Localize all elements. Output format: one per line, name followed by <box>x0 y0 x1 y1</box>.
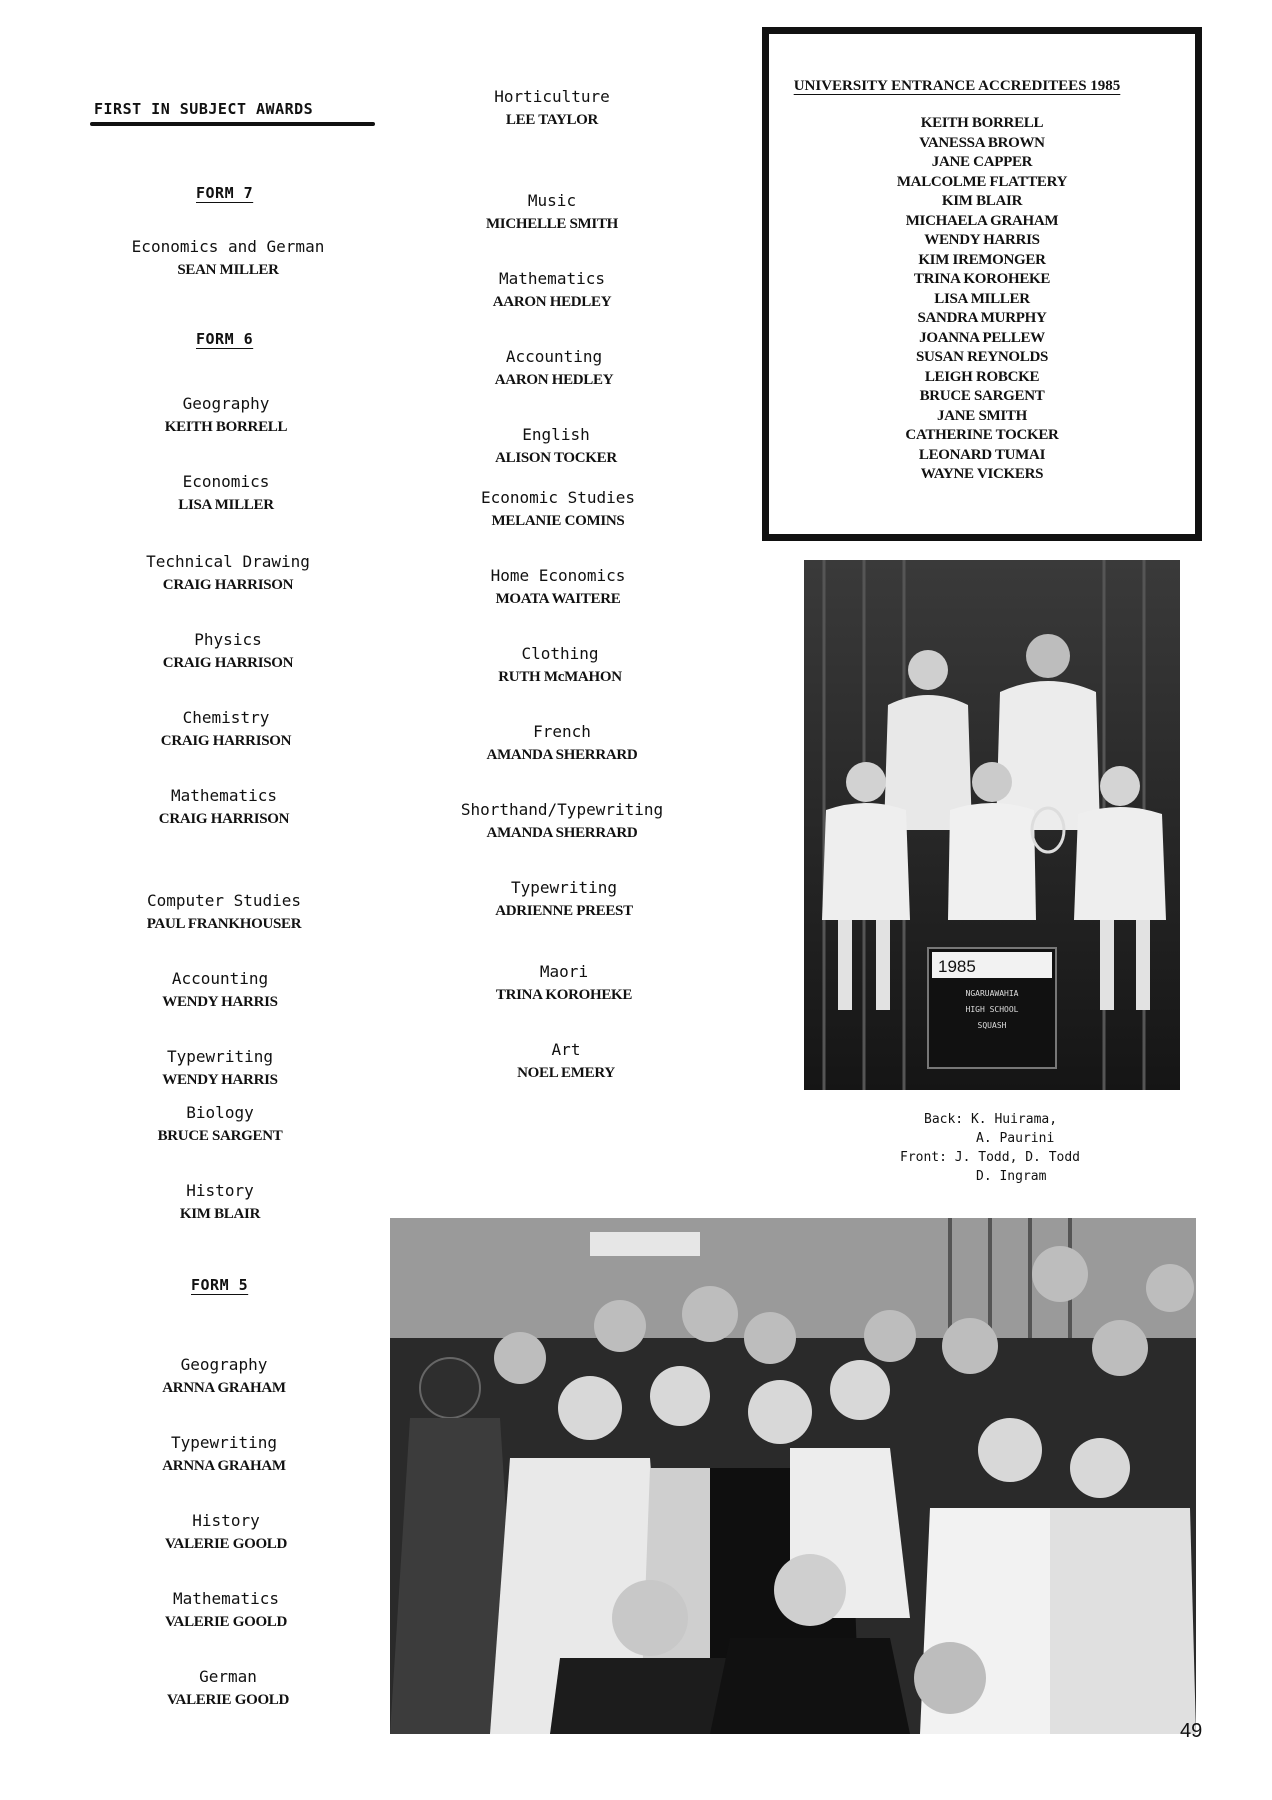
ue-name: MALCOLME FLATTERY <box>896 173 1068 190</box>
award-entry <box>408 487 708 533</box>
ue-title: UNIVERSITY ENTRANCE ACCREDITEES 1985 <box>793 78 1121 94</box>
ue-name: SUSAN REYNOLDS <box>915 349 1049 365</box>
award-name: CRAIG HARRISON <box>160 733 292 749</box>
award-entry <box>74 890 374 936</box>
award-entry <box>76 393 376 439</box>
ue-name: BRUCE SARGENT <box>919 388 1045 404</box>
award-subject: Economics and German <box>131 237 325 256</box>
ue-name: LEONARD TUMAI <box>918 446 1046 463</box>
award-name: AARON HEDLEY <box>494 372 614 388</box>
award-subject: German <box>199 1667 257 1686</box>
award-name: ALISON TOCKER <box>495 450 617 466</box>
award-entry <box>402 268 702 314</box>
award-name: PAUL FRANKHOUSER <box>146 916 302 932</box>
ue-name-list <box>769 114 1195 485</box>
award-subject: Physics <box>194 630 262 649</box>
ue-name: WAYNE VICKERS <box>920 466 1044 482</box>
award-subject: Typewriting <box>511 878 617 897</box>
sign-year: 1985 <box>938 957 976 976</box>
ue-name: VANESSA BROWN <box>919 134 1045 151</box>
award-subject: English <box>522 425 590 444</box>
award-name: CRAIG HARRISON <box>162 577 294 593</box>
award-name: ARNNA GRAHAM <box>162 1380 286 1396</box>
award-subject: Accounting <box>505 347 603 366</box>
caption-line: A. Paurini <box>976 1131 1055 1146</box>
ue-name: LEIGH ROBCKE <box>924 368 1040 385</box>
squash-photo-caption <box>880 1110 1140 1186</box>
award-subject: History <box>192 1511 260 1530</box>
award-entry <box>74 1432 374 1478</box>
award-name: WENDY HARRIS <box>162 1072 278 1088</box>
sign-line: NGARUAWAHIA <box>965 989 1019 998</box>
award-name: SEAN MILLER <box>177 262 279 278</box>
ue-name: MICHAELA GRAHAM <box>905 212 1059 229</box>
award-entry <box>70 1102 370 1148</box>
award-name: ARNNA GRAHAM <box>162 1458 286 1474</box>
award-subject: Home Economics <box>490 566 626 585</box>
award-entry <box>78 629 378 675</box>
award-subject: Chemistry <box>182 708 270 727</box>
ue-name: JOANNA PELLEW <box>919 329 1045 346</box>
award-name: TRINA KOROHEKE <box>495 987 633 1003</box>
award-subject: Music <box>527 191 577 210</box>
award-entry <box>70 968 370 1014</box>
award-entry <box>78 551 378 597</box>
award-entry <box>414 877 714 923</box>
award-name: NOEL EMERY <box>517 1065 615 1081</box>
award-entry <box>404 346 704 392</box>
award-name: VALERIE GOOLD <box>166 1692 290 1708</box>
form5-heading: FORM 5 <box>191 1276 249 1294</box>
award-entry <box>76 707 376 753</box>
sign-line: HIGH SCHOOL <box>965 1005 1019 1014</box>
ue-name: SANDRA MURPHY <box>917 310 1047 326</box>
award-name: MICHELLE SMITH <box>485 216 619 232</box>
ue-name: KIM IREMONGER <box>918 251 1046 268</box>
award-entry <box>402 190 702 236</box>
award-name: MELANIE COMINS <box>491 513 625 529</box>
award-name: AMANDA SHERRARD <box>486 747 638 763</box>
ue-name: CATHERINE TOCKER <box>905 427 1059 443</box>
award-name: CRAIG HARRISON <box>158 811 290 827</box>
award-subject: Typewriting <box>171 1433 277 1452</box>
award-name: CRAIG HARRISON <box>162 655 294 671</box>
award-entry <box>412 799 712 845</box>
ue-name: KIM BLAIR <box>941 193 1023 209</box>
award-name: KEITH BORRELL <box>164 419 288 435</box>
award-subject: Geography <box>182 394 270 413</box>
award-subject: Technical Drawing <box>146 552 310 571</box>
award-subject: Mathematics <box>171 786 277 805</box>
award-name: LEE TAYLOR <box>505 112 599 128</box>
award-name: VALERIE GOOLD <box>164 1614 288 1630</box>
award-entry <box>78 236 378 282</box>
award-subject: Horticulture <box>494 87 610 106</box>
award-subject: French <box>533 722 591 741</box>
group-photo-illustration <box>390 1218 1196 1734</box>
award-entry <box>70 1180 370 1226</box>
ue-name: LISA MILLER <box>934 290 1030 307</box>
awards-title: FIRST IN SUBJECT AWARDS <box>94 100 314 118</box>
award-subject: Clothing <box>521 644 599 663</box>
ue-name: JANE CAPPER <box>931 154 1033 170</box>
ue-name: TRINA KOROHEKE <box>913 271 1051 287</box>
award-name: KIM BLAIR <box>179 1206 261 1222</box>
award-subject: History <box>186 1181 254 1200</box>
award-subject: Shorthand/Typewriting <box>460 800 664 819</box>
award-name: AMANDA SHERRARD <box>486 825 638 841</box>
ue-accreditees-box <box>762 27 1202 541</box>
caption-line: D. Ingram <box>976 1169 1047 1184</box>
award-subject: Mathematics <box>499 269 605 288</box>
ue-name: WENDY HARRIS <box>924 232 1040 248</box>
awards-title-rule <box>90 122 375 126</box>
award-name: AARON HEDLEY <box>492 294 612 310</box>
award-entry <box>406 424 706 470</box>
award-subject: Biology <box>186 1103 254 1122</box>
award-entry <box>402 86 702 132</box>
award-subject: Accounting <box>171 969 269 988</box>
award-entry <box>76 1510 376 1556</box>
group-photo <box>390 1218 1196 1734</box>
award-entry <box>408 565 708 611</box>
award-subject: Maori <box>539 962 589 981</box>
award-entry <box>412 721 712 767</box>
award-entry <box>410 643 710 689</box>
squash-team-photo <box>804 560 1180 1090</box>
award-entry <box>70 1046 370 1092</box>
award-entry <box>76 1588 376 1634</box>
award-subject: Typewriting <box>167 1047 273 1066</box>
award-subject: Economics <box>182 472 270 491</box>
award-subject: Art <box>551 1040 581 1059</box>
award-entry <box>74 785 374 831</box>
award-entry <box>416 1039 716 1085</box>
caption-line: Back: K. Huirama, <box>924 1112 1058 1127</box>
award-name: MOATA WAITERE <box>495 591 621 607</box>
award-name: WENDY HARRIS <box>162 994 278 1010</box>
sign-line: SQUASH <box>977 1021 1007 1030</box>
award-name: ADRIENNE PREEST <box>495 903 633 919</box>
form7-heading: FORM 7 <box>196 184 254 202</box>
award-entry <box>78 1666 378 1712</box>
form6-heading: FORM 6 <box>196 330 254 348</box>
caption-line: Front: J. Todd, D. Todd <box>900 1150 1081 1165</box>
ue-name: KEITH BORRELL <box>920 115 1044 131</box>
award-subject: Mathematics <box>173 1589 279 1608</box>
award-entry <box>74 1354 374 1400</box>
award-subject: Computer Studies <box>146 891 302 910</box>
award-subject: Geography <box>180 1355 268 1374</box>
award-subject: Economic Studies <box>480 488 636 507</box>
award-entry <box>414 961 714 1007</box>
award-name: LISA MILLER <box>178 497 274 513</box>
ue-name: JANE SMITH <box>937 407 1027 424</box>
award-entry <box>76 471 376 517</box>
page-number: 49 <box>1180 1720 1203 1742</box>
squash-photo-illustration <box>804 560 1180 1090</box>
award-name: BRUCE SARGENT <box>157 1128 283 1144</box>
award-name: RUTH McMAHON <box>498 669 622 685</box>
award-name: VALERIE GOOLD <box>164 1536 288 1552</box>
